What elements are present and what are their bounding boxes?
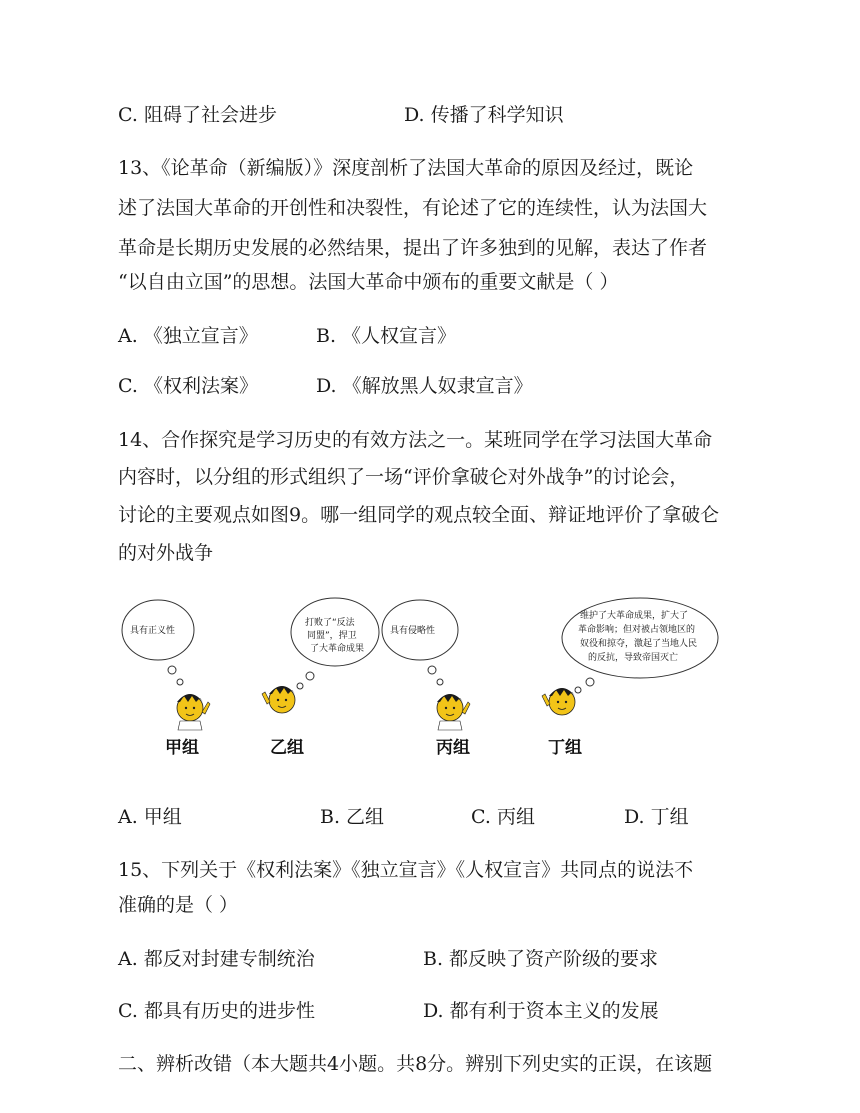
q12-option-d: D. 传播了科学知识 <box>404 104 564 126</box>
q13-option-a: A. 《独立宣言》 <box>118 325 258 347</box>
q14-stem-line-2: 内容时，以分组的形式组织了一场“评价拿破仑对外战争”的讨论会， <box>118 466 689 488</box>
q15-stem-line-1: 15、下列关于《权利法案》《独立宣言》《人权宣言》共同点的说法不 <box>118 859 694 881</box>
q13-stem-line-4: “以自由立国”的思想。法国大革命中颁布的重要文献是（ ） <box>118 271 619 293</box>
q15-option-a: A. 都反对封建专制统治 <box>118 948 315 970</box>
q15-stem-line-2: 准确的是（ ） <box>118 894 239 916</box>
q14-stem-line-1: 14、合作探究是学习历史的有效方法之一。某班同学在学习法国大革命 <box>118 429 713 451</box>
group-label-ding: 丁组 <box>548 738 582 758</box>
q13-stem-line-1: 13、《论革命（新编版）》深度剖析了法国大革命的原因及经过，既论 <box>118 157 694 179</box>
student-figure <box>437 694 470 730</box>
bubble-text-yi-2: 同盟”，捍卫 <box>307 631 357 641</box>
q14-stem-line-4: 的对外战争 <box>118 542 214 564</box>
thought-bubble <box>562 598 718 678</box>
bubble-text-yi-1: 打败了“反法 <box>305 618 355 628</box>
student-figure <box>177 694 210 730</box>
group-label-jia: 甲组 <box>165 738 199 758</box>
discussion-figure <box>110 590 730 780</box>
group-ding <box>542 598 718 758</box>
bubble-text-ding-4: 的反抗，导致帝国灭亡 <box>588 653 679 663</box>
q13-option-d: D. 《解放黑人奴隶宣言》 <box>316 375 533 397</box>
student-figure <box>542 688 575 715</box>
q13-stem-line-2: 述了法国大革命的开创性和决裂性，有论述了它的连续性，认为法国大 <box>118 197 708 219</box>
bubble-text-bing: 具有侵略性 <box>390 626 436 636</box>
q13-option-b: B. 《人权宣言》 <box>316 325 457 347</box>
group-bing <box>382 600 470 758</box>
group-label-yi: 乙组 <box>270 738 304 758</box>
bubble-text-yi-3: 了大革命成果 <box>310 644 365 654</box>
section-2-heading: 二、辨析改错（本大题共4小题。共8分。辨别下列史实的正误，在该题 <box>118 1053 713 1075</box>
q15-option-c: C. 都具有历史的进步性 <box>118 1000 315 1022</box>
q13-stem-line-3: 革命是长期历史发展的必然结果，提出了许多独到的见解，表达了作者 <box>118 237 708 259</box>
q15-option-b: B. 都反映了资产阶级的要求 <box>423 948 659 970</box>
group-yi <box>262 598 379 758</box>
q14-option-b: B. 乙组 <box>320 806 385 828</box>
bubble-text-ding-3: 奴役和掠夺，激起了当地人民 <box>580 639 698 649</box>
bubble-text-jia: 具有正义性 <box>130 626 176 636</box>
q14-stem-line-3: 讨论的主要观点如图9。哪一组同学的观点较全面、辩证地评价了拿破仑 <box>118 504 720 526</box>
bubble-text-ding-1: 维护了大革命成果，扩大了 <box>580 611 689 621</box>
q12-option-c: C. 阻碍了社会进步 <box>118 104 277 126</box>
student-figure <box>262 686 295 713</box>
group-label-bing: 丙组 <box>436 738 470 758</box>
q14-option-d: D. 丁组 <box>624 806 689 828</box>
q14-option-a: A. 甲组 <box>118 806 182 828</box>
q13-option-c: C. 《权利法案》 <box>118 375 258 397</box>
bubble-text-ding-2: 革命影响；但对被占领地区的 <box>578 625 696 635</box>
q14-option-c: C. 丙组 <box>471 806 535 828</box>
group-jia <box>122 600 210 758</box>
q15-option-d: D. 都有利于资本主义的发展 <box>423 1000 659 1022</box>
